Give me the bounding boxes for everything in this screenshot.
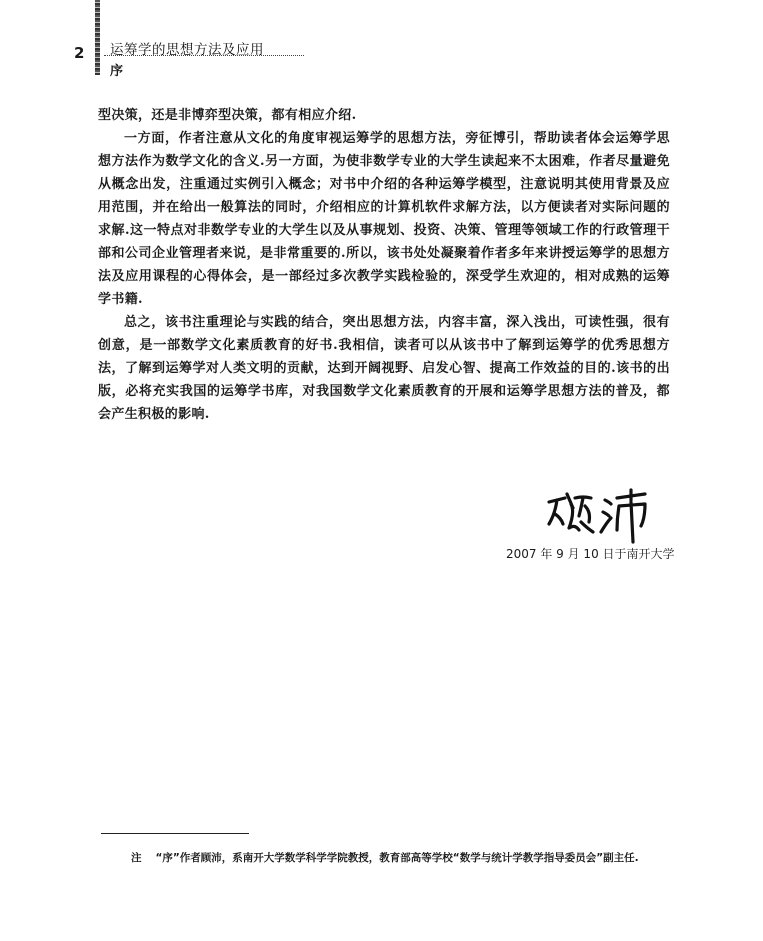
header-divider [104,55,304,56]
handwritten-signature [545,488,655,544]
running-header-section: 序 [110,64,124,79]
running-header-title: 运筹学的思想方法及应用 [110,42,264,58]
page-number: 2 [74,44,85,62]
paragraph: 总之，该书注重理论与实践的结合，突出思想方法，内容丰富，深入浅出，可读性强，很有创意，是一部数学文化素质教育的好书.我相信，读者可以从该书中了解到运筹学的优秀思想方法，了解到运筹学对人类文明的贡献，达到开阔视野、启发心智、提高工作效益的目的.该书的出版，必将充实我国的运筹学书库，对我国数学文化素质教育的开展和运筹学思想方法的普及，都会产生积极的影响. [98,315,670,422]
signature-date: 2007 年 9 月 10 日于南开大学 [506,547,675,561]
preface-body [98,104,670,426]
footnote-divider [101,833,249,834]
footnote [131,850,639,865]
scan-binding-edge [95,0,100,75]
footnote-text: “序”作者顾沛，系南开大学数学科学学院教授，教育部高等学校“数学与统计学教学指导委员会”副主任. [155,852,639,864]
footnote-label: 注 [131,852,142,864]
paragraph-continued: 型决策，还是非博弈型决策，都有相应介绍. [98,108,357,123]
paragraph: 一方面，作者注意从文化的角度审视运筹学的思想方法，旁征博引，帮助读者体会运筹学思想方法作为数学文化的含义.另一方面，为使非数学专业的大学生读起来不太困难，作者尽量避免从概念出发，注重通过实例引入概念；对书中介绍的各种运筹学模型，注意说明其使用背景及应用范围，并在给出一般算法的同时，介绍相应的计算机软件求解方法，以方便读者对实际问题的求解.这一特点对非数学专业的大学生以及从事规划、投资、决策、管理等领域工作的行政管理干部和公司企业管理者来说，是非常重要的.所以，该书处处凝聚着作者多年来讲授运筹学的思想方法及应用课程的心得体会，是一部经过多次教学实践检验的，深受学生欢迎的，相对成熟的运筹学书籍. [98,131,670,307]
